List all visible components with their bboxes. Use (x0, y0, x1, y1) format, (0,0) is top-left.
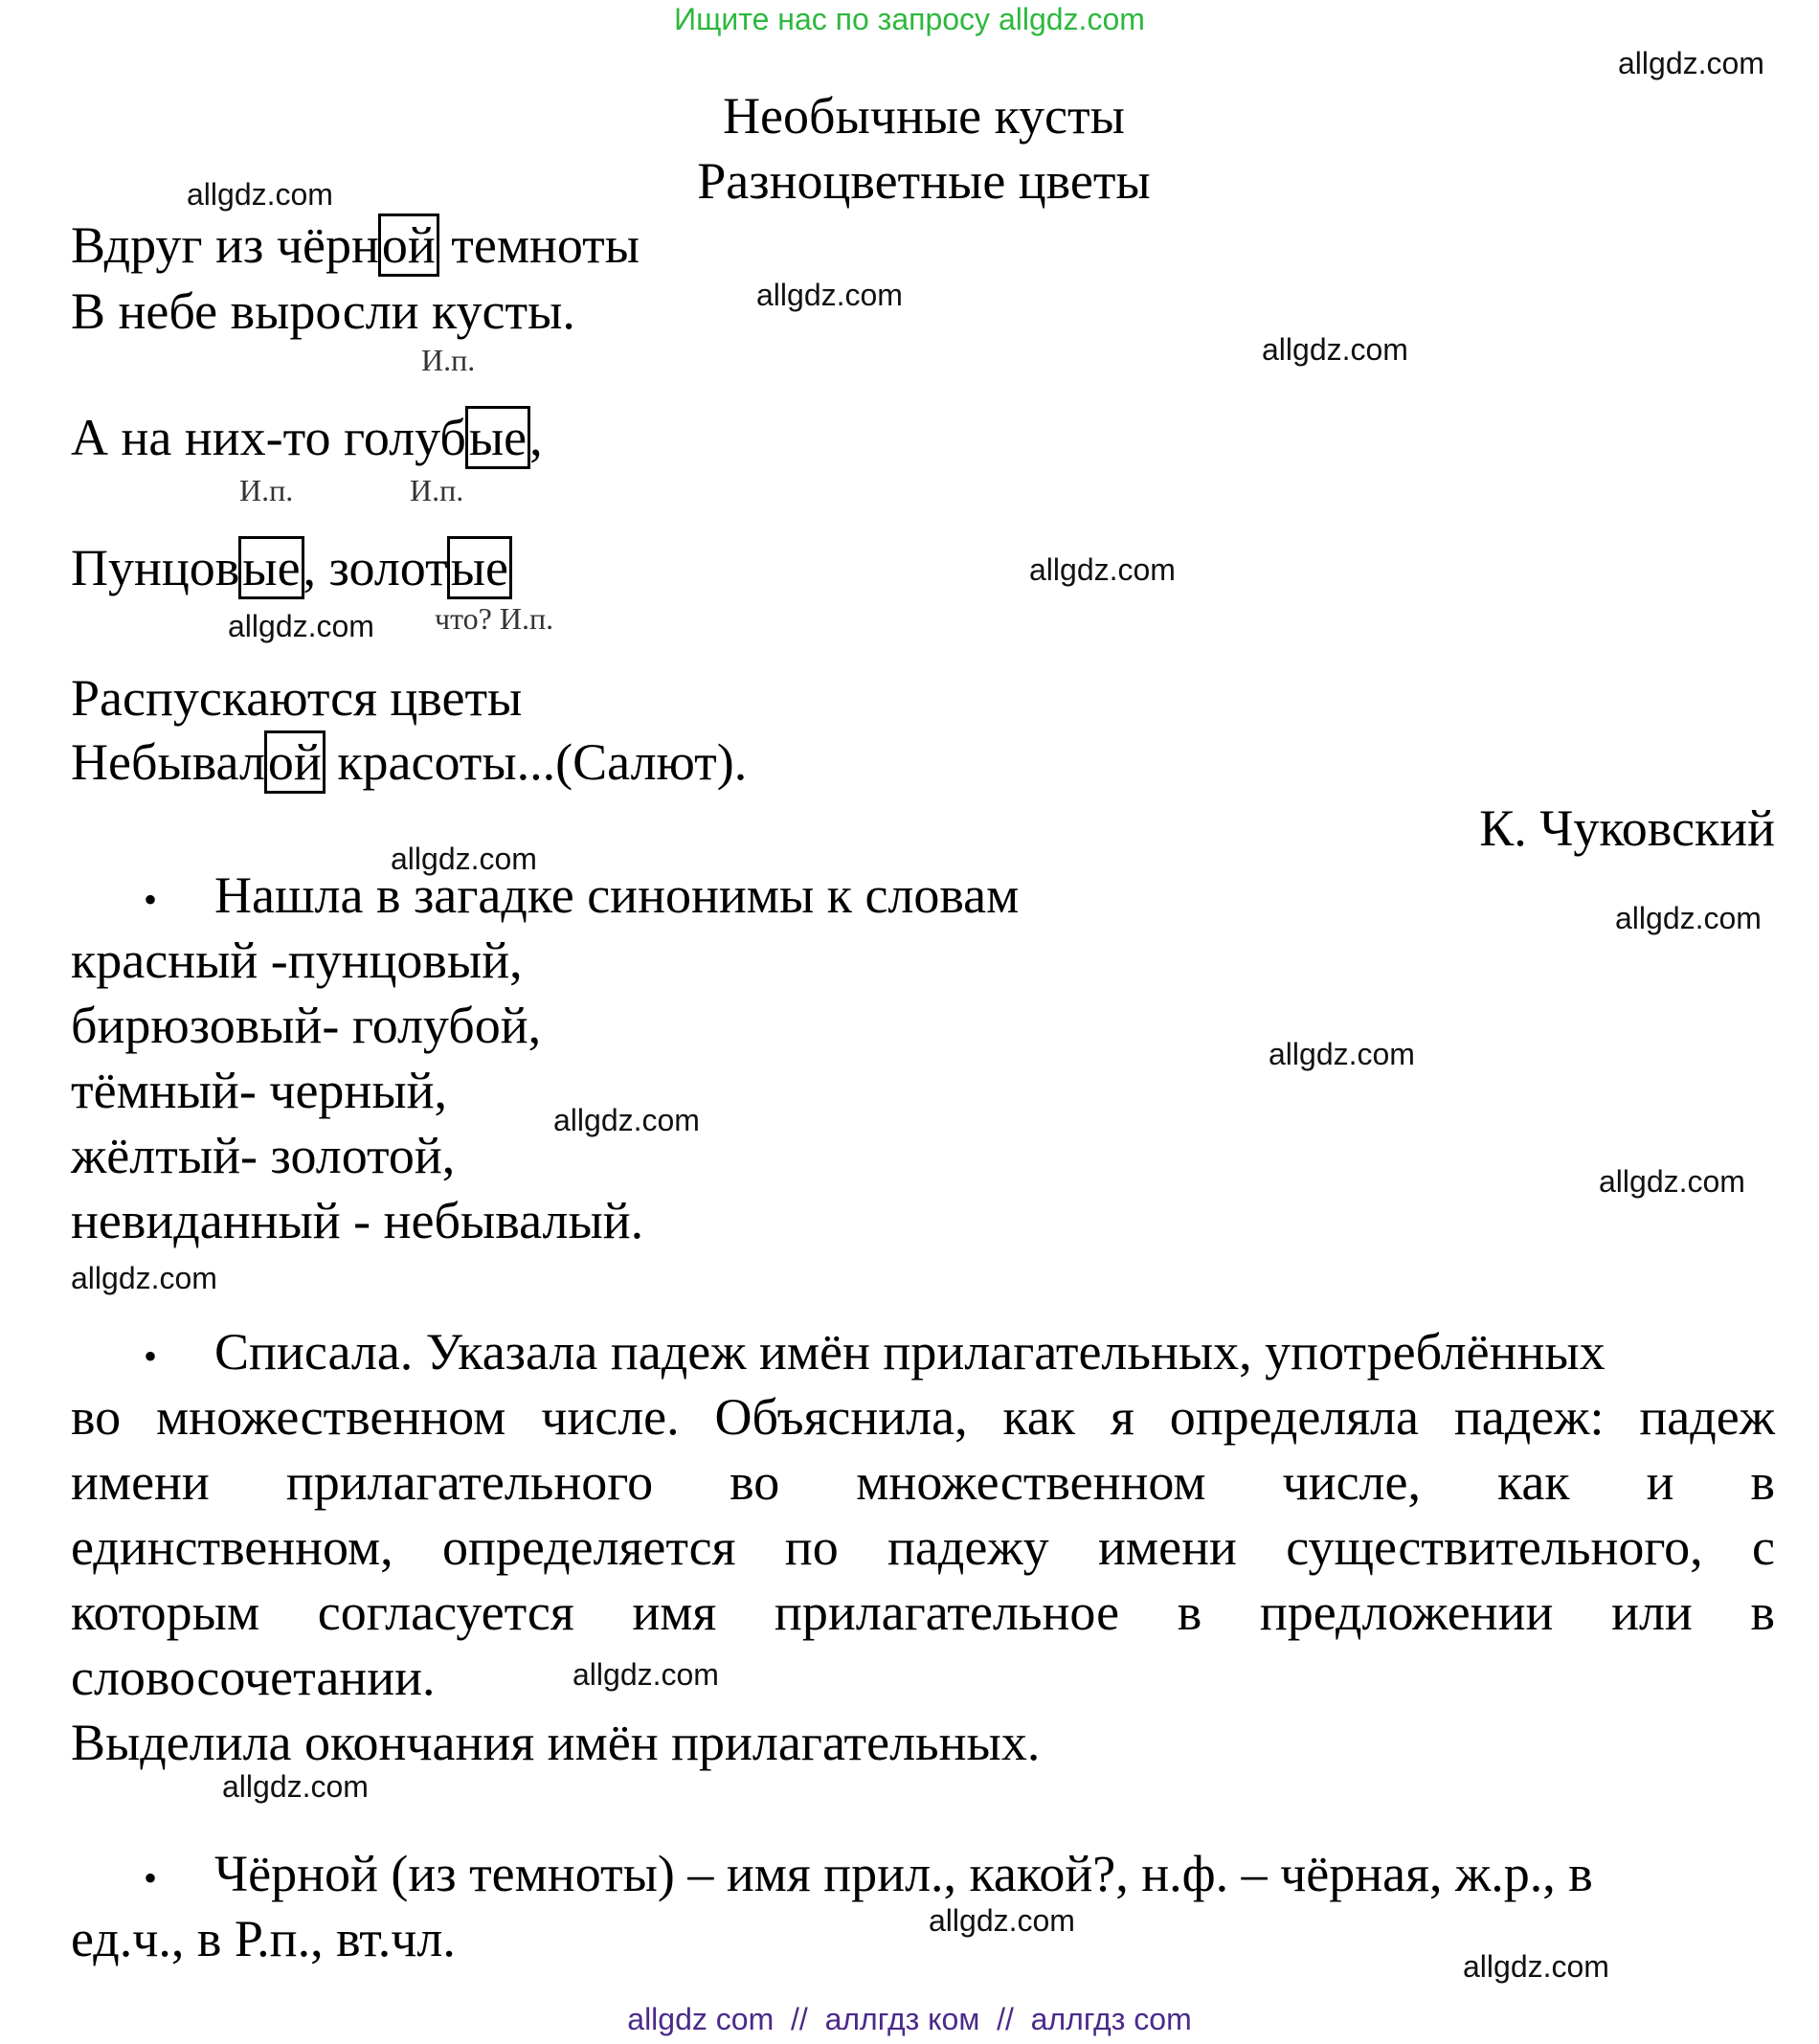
paragraph2-line: во множественном числе. Объяснила, как я определяла падеж: падеж (71, 1388, 1775, 1446)
ending-box: ые (238, 536, 303, 599)
paragraph2-bullet (144, 1326, 157, 1378)
poem-author: К. Чуковский (1479, 799, 1775, 857)
watermark: allgdz.com (391, 842, 537, 876)
watermark: allgdz.com (929, 1903, 1075, 1938)
bullet-icon: • (144, 878, 158, 921)
watermark: allgdz.com (1463, 1949, 1609, 1984)
search-banner[interactable]: Ищите нас по запросу allgdz.com (674, 2, 1145, 36)
poem-line-4 (71, 539, 511, 596)
watermark: allgdz.com (71, 1261, 217, 1295)
paragraph2-line: имени прилагательного во множественном числе, как и в (71, 1453, 1775, 1511)
synonym-item: тёмный- черный, (71, 1062, 448, 1119)
watermark: allgdz.com (1615, 901, 1762, 935)
watermark: allgdz.com (187, 177, 333, 212)
case-annotation: что? И.п. (435, 601, 554, 636)
paragraph2-line: которым согласуется имя прилагательное в предложении или в (71, 1584, 1775, 1641)
synonyms-intro: Нашла в загадке синонимы к словам (214, 866, 1020, 924)
poem-line-6-before: Небывал (71, 733, 265, 791)
synonym-item: невиданный - небывалый. (71, 1192, 644, 1249)
poem-line-1 (71, 216, 640, 274)
poem-line-3-before: А на них-то голуб (71, 409, 466, 466)
paragraph2-extra: Выделила окончания имён прилагательных. (71, 1714, 1041, 1771)
watermark: allgdz.com (1269, 1037, 1415, 1071)
synonym-item: жёлтый- золотой, (71, 1127, 456, 1184)
watermark: allgdz.com (553, 1103, 700, 1137)
watermark: allgdz.com (1029, 552, 1176, 587)
poem-line-5: Распускаются цветы (71, 669, 523, 727)
synonym-item: бирюзовый- голубой, (71, 997, 542, 1054)
watermark: allgdz.com (1262, 332, 1408, 367)
poem-line-1-before: Вдруг из чёрн (71, 216, 379, 274)
ending-box: ые (447, 536, 512, 599)
ending-box: ые (465, 406, 530, 469)
poem-line-6-after: красоты...(Салют). (324, 733, 748, 791)
poem-line-3-after: , (529, 409, 543, 466)
case-annotation: И.п. (239, 473, 294, 507)
watermark: allgdz.com (573, 1657, 719, 1692)
footer-links[interactable]: allgdz com // аллгдз ком // аллгдз com (627, 2002, 1192, 2036)
synonym-item: красный -пунцовый, (71, 932, 523, 989)
bullet-icon: • (144, 1856, 158, 1899)
poem-line-4-before: Пунцов (71, 539, 240, 596)
poem-line-3 (71, 409, 543, 466)
paragraph2-line: Списала. Указала падеж имён прилагательных, употреблённых (214, 1323, 1606, 1381)
title-line-1: Необычные кусты (723, 87, 1125, 145)
case-annotation: И.п. (421, 343, 476, 377)
watermark: allgdz.com (1618, 46, 1764, 80)
watermark: allgdz.com (1599, 1164, 1745, 1199)
watermark: allgdz.com (756, 278, 903, 312)
ending-box: ой (378, 213, 439, 277)
ending-box: ой (264, 730, 326, 794)
poem-line-6 (71, 733, 748, 791)
synonyms-bullet (144, 869, 157, 921)
paragraph3-line-2: ед.ч., в Р.п., вт.чл. (71, 1910, 456, 1967)
watermark: allgdz.com (228, 609, 374, 643)
bullet-icon: • (144, 1335, 158, 1378)
paragraph3-bullet (144, 1848, 157, 1899)
case-annotation: И.п. (410, 473, 464, 507)
paragraph2-line: словосочетании. (71, 1649, 436, 1706)
paragraph3-line-1: Чёрной (из темноты) – имя прил., какой?, н.ф. – чёрная, ж.р., в (214, 1845, 1593, 1902)
poem-line-1-after: темноты (438, 216, 640, 274)
poem-line-2: В небе выросли кусты. (71, 282, 575, 340)
watermark: allgdz.com (222, 1769, 369, 1804)
title-line-2: Разноцветные цветы (697, 152, 1151, 210)
poem-line-4-mid: , золот (303, 539, 448, 596)
paragraph2-line: единственном, определяется по падежу имени существительного, с (71, 1518, 1775, 1576)
